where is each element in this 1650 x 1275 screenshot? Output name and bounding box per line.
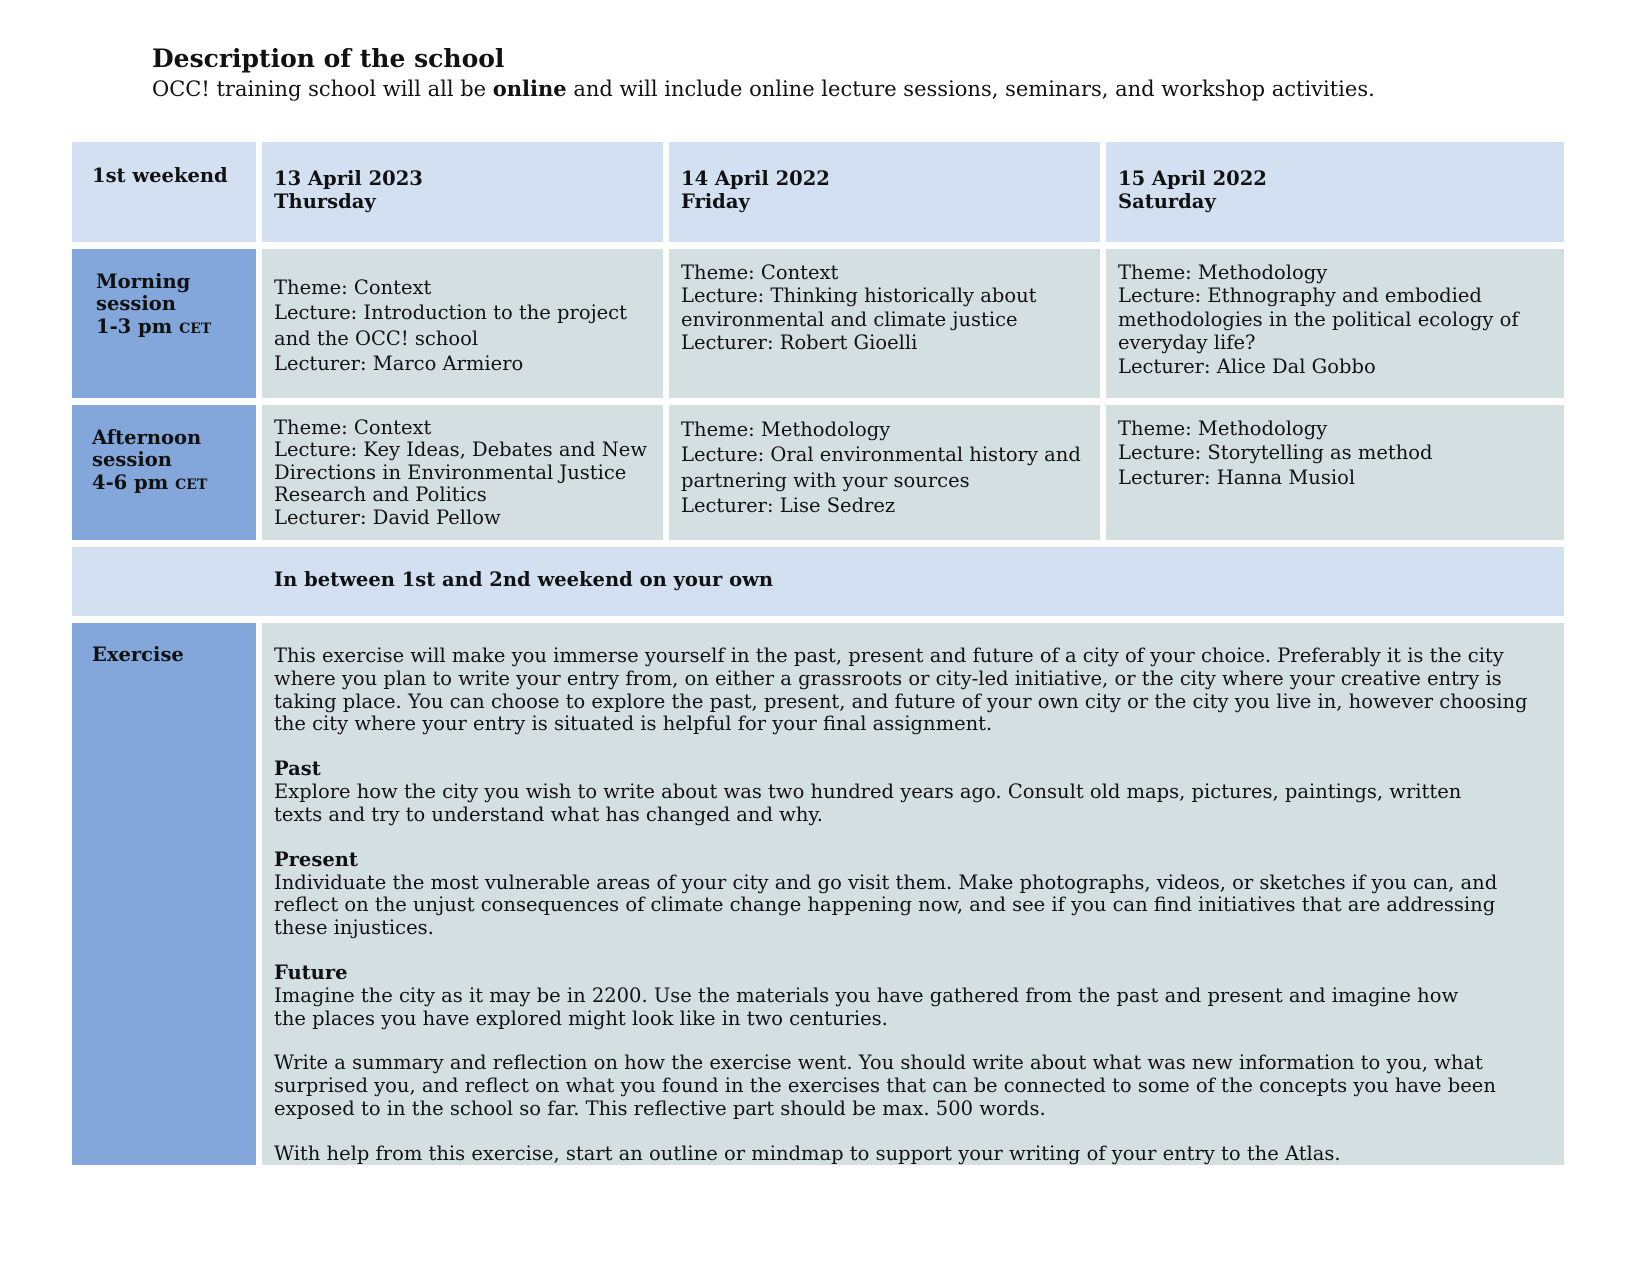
day-header-friday xyxy=(669,142,1100,242)
lecture: Lecture: Introduction to the project and the OCC! school xyxy=(274,301,627,350)
day-weekday: Saturday xyxy=(1118,190,1216,214)
day-date: 14 April 2022 xyxy=(681,167,830,190)
page-title: Description of the school xyxy=(152,44,505,73)
between-weekends-banner xyxy=(256,547,1564,616)
morning-cell-friday xyxy=(669,249,1100,398)
between-text: In between 1st and 2nd weekend on your own xyxy=(274,568,774,591)
theme: Theme: Methodology xyxy=(1118,417,1328,440)
exercise-past xyxy=(274,758,1552,826)
present-heading: Present xyxy=(274,847,358,871)
intro-text: OCC! training school will all be online and will include online lecture sessions, seminars, and workshop activities. xyxy=(152,76,1375,101)
day-date: 13 April 2023 xyxy=(274,167,423,190)
afternoon-cell-saturday xyxy=(1106,405,1564,540)
exercise-label-cell xyxy=(72,623,256,1165)
past-text: Explore how the city you wish to write about was two hundred years ago. Consult old maps, pictures, paintings, written texts and try to understand what has changed and why. xyxy=(274,780,1462,826)
morning-cell-thursday xyxy=(262,249,663,398)
present-text: Individuate the most vulnerable areas of your city and go visit them. Make photographs, videos, or sketches if you can, and reflect on the unjust consequences of climate change happening now, and see if you can find initiatives that are addressing these injustices. xyxy=(274,870,1498,940)
afternoon-cell-thursday xyxy=(262,405,663,540)
day-weekday: Friday xyxy=(681,190,750,214)
lecture: Lecture: Oral environmental history and partnering with your sources xyxy=(681,443,1081,492)
exercise-summary: Write a summary and reflection on how the exercise went. You should write about what was new information to you, what surprised you, and reflect on what you found in the exercises that can be connected to some of the concepts you have been exposed to in the school so far. This reflective part should be max. 500 words. xyxy=(274,1051,1496,1120)
theme: Theme: Context xyxy=(274,416,432,439)
exercise-present xyxy=(274,849,1552,940)
lecturer: Lecturer: David Pellow xyxy=(274,505,501,529)
timezone: CET xyxy=(175,476,208,493)
lecturer: Lecturer: Alice Dal Gobbo xyxy=(1118,354,1376,378)
future-text: Imagine the city as it may be in 2200. Use the materials you have gathered from the past and present and imagine how the places you have explored might look like in two centuries. xyxy=(274,983,1459,1030)
exercise-description xyxy=(262,623,1564,1165)
exercise-closing: With help from this exercise, start an outline or mindmap to support your writing of your entry to the Atlas. xyxy=(274,1141,1341,1165)
lecturer: Lecturer: Marco Armiero xyxy=(274,352,524,376)
day-header-saturday xyxy=(1106,142,1564,242)
lecturer: Lecturer: Robert Gioelli xyxy=(681,331,918,355)
between-label-cell xyxy=(72,547,256,616)
theme: Theme: Context xyxy=(274,276,432,299)
lecture: Lecture: Ethnography and embodied methodologies in the political ecology of everyday life? xyxy=(1118,284,1519,355)
exercise-intro: This exercise will make you immerse yourself in the past, present and future of a city of your choice. Preferably it is the city where you plan to write your entry from, on either a grassroots or city-led initiative, or the city where your creative entry is taking place. You can choose to explore the past, present, and future of your own city or the city you live in, however choosing the city where your entry is situated is helpful for your final assignment. xyxy=(274,644,1528,736)
theme: Theme: Context xyxy=(681,261,839,284)
lecturer: Lecturer: Hanna Musiol xyxy=(1118,465,1356,489)
session-time: 4-6 pm xyxy=(92,470,169,494)
lecture: Lecture: Key Ideas, Debates and New Directions in Environmental Justice Research and Politics xyxy=(274,438,648,507)
afternoon-cell-friday xyxy=(669,405,1100,540)
day-date: 15 April 2022 xyxy=(1118,167,1267,190)
future-heading: Future xyxy=(274,960,348,984)
morning-cell-saturday xyxy=(1106,249,1564,398)
past-heading: Past xyxy=(274,757,321,781)
morning-session-label: Morning session 1-3 pm CET xyxy=(72,249,256,398)
lecture: Lecture: Thinking historically about environmental and climate justice xyxy=(681,284,1037,331)
lecturer: Lecturer: Lise Sedrez xyxy=(681,494,896,518)
session-time: 1-3 pm xyxy=(96,314,173,338)
theme: Theme: Methodology xyxy=(1118,261,1328,284)
weekend-label-cell xyxy=(72,142,256,242)
lecture: Lecture: Storytelling as method xyxy=(1118,441,1433,465)
day-weekday: Thursday xyxy=(274,190,376,214)
theme: Theme: Methodology xyxy=(681,418,891,441)
exercise-label: Exercise xyxy=(92,643,184,666)
exercise-future xyxy=(274,962,1552,1030)
day-header-thursday xyxy=(262,142,663,242)
afternoon-session-label: Afternoon session 4-6 pm CET xyxy=(72,405,256,540)
weekend-label: 1st weekend xyxy=(92,164,228,187)
timezone: CET xyxy=(179,320,212,337)
